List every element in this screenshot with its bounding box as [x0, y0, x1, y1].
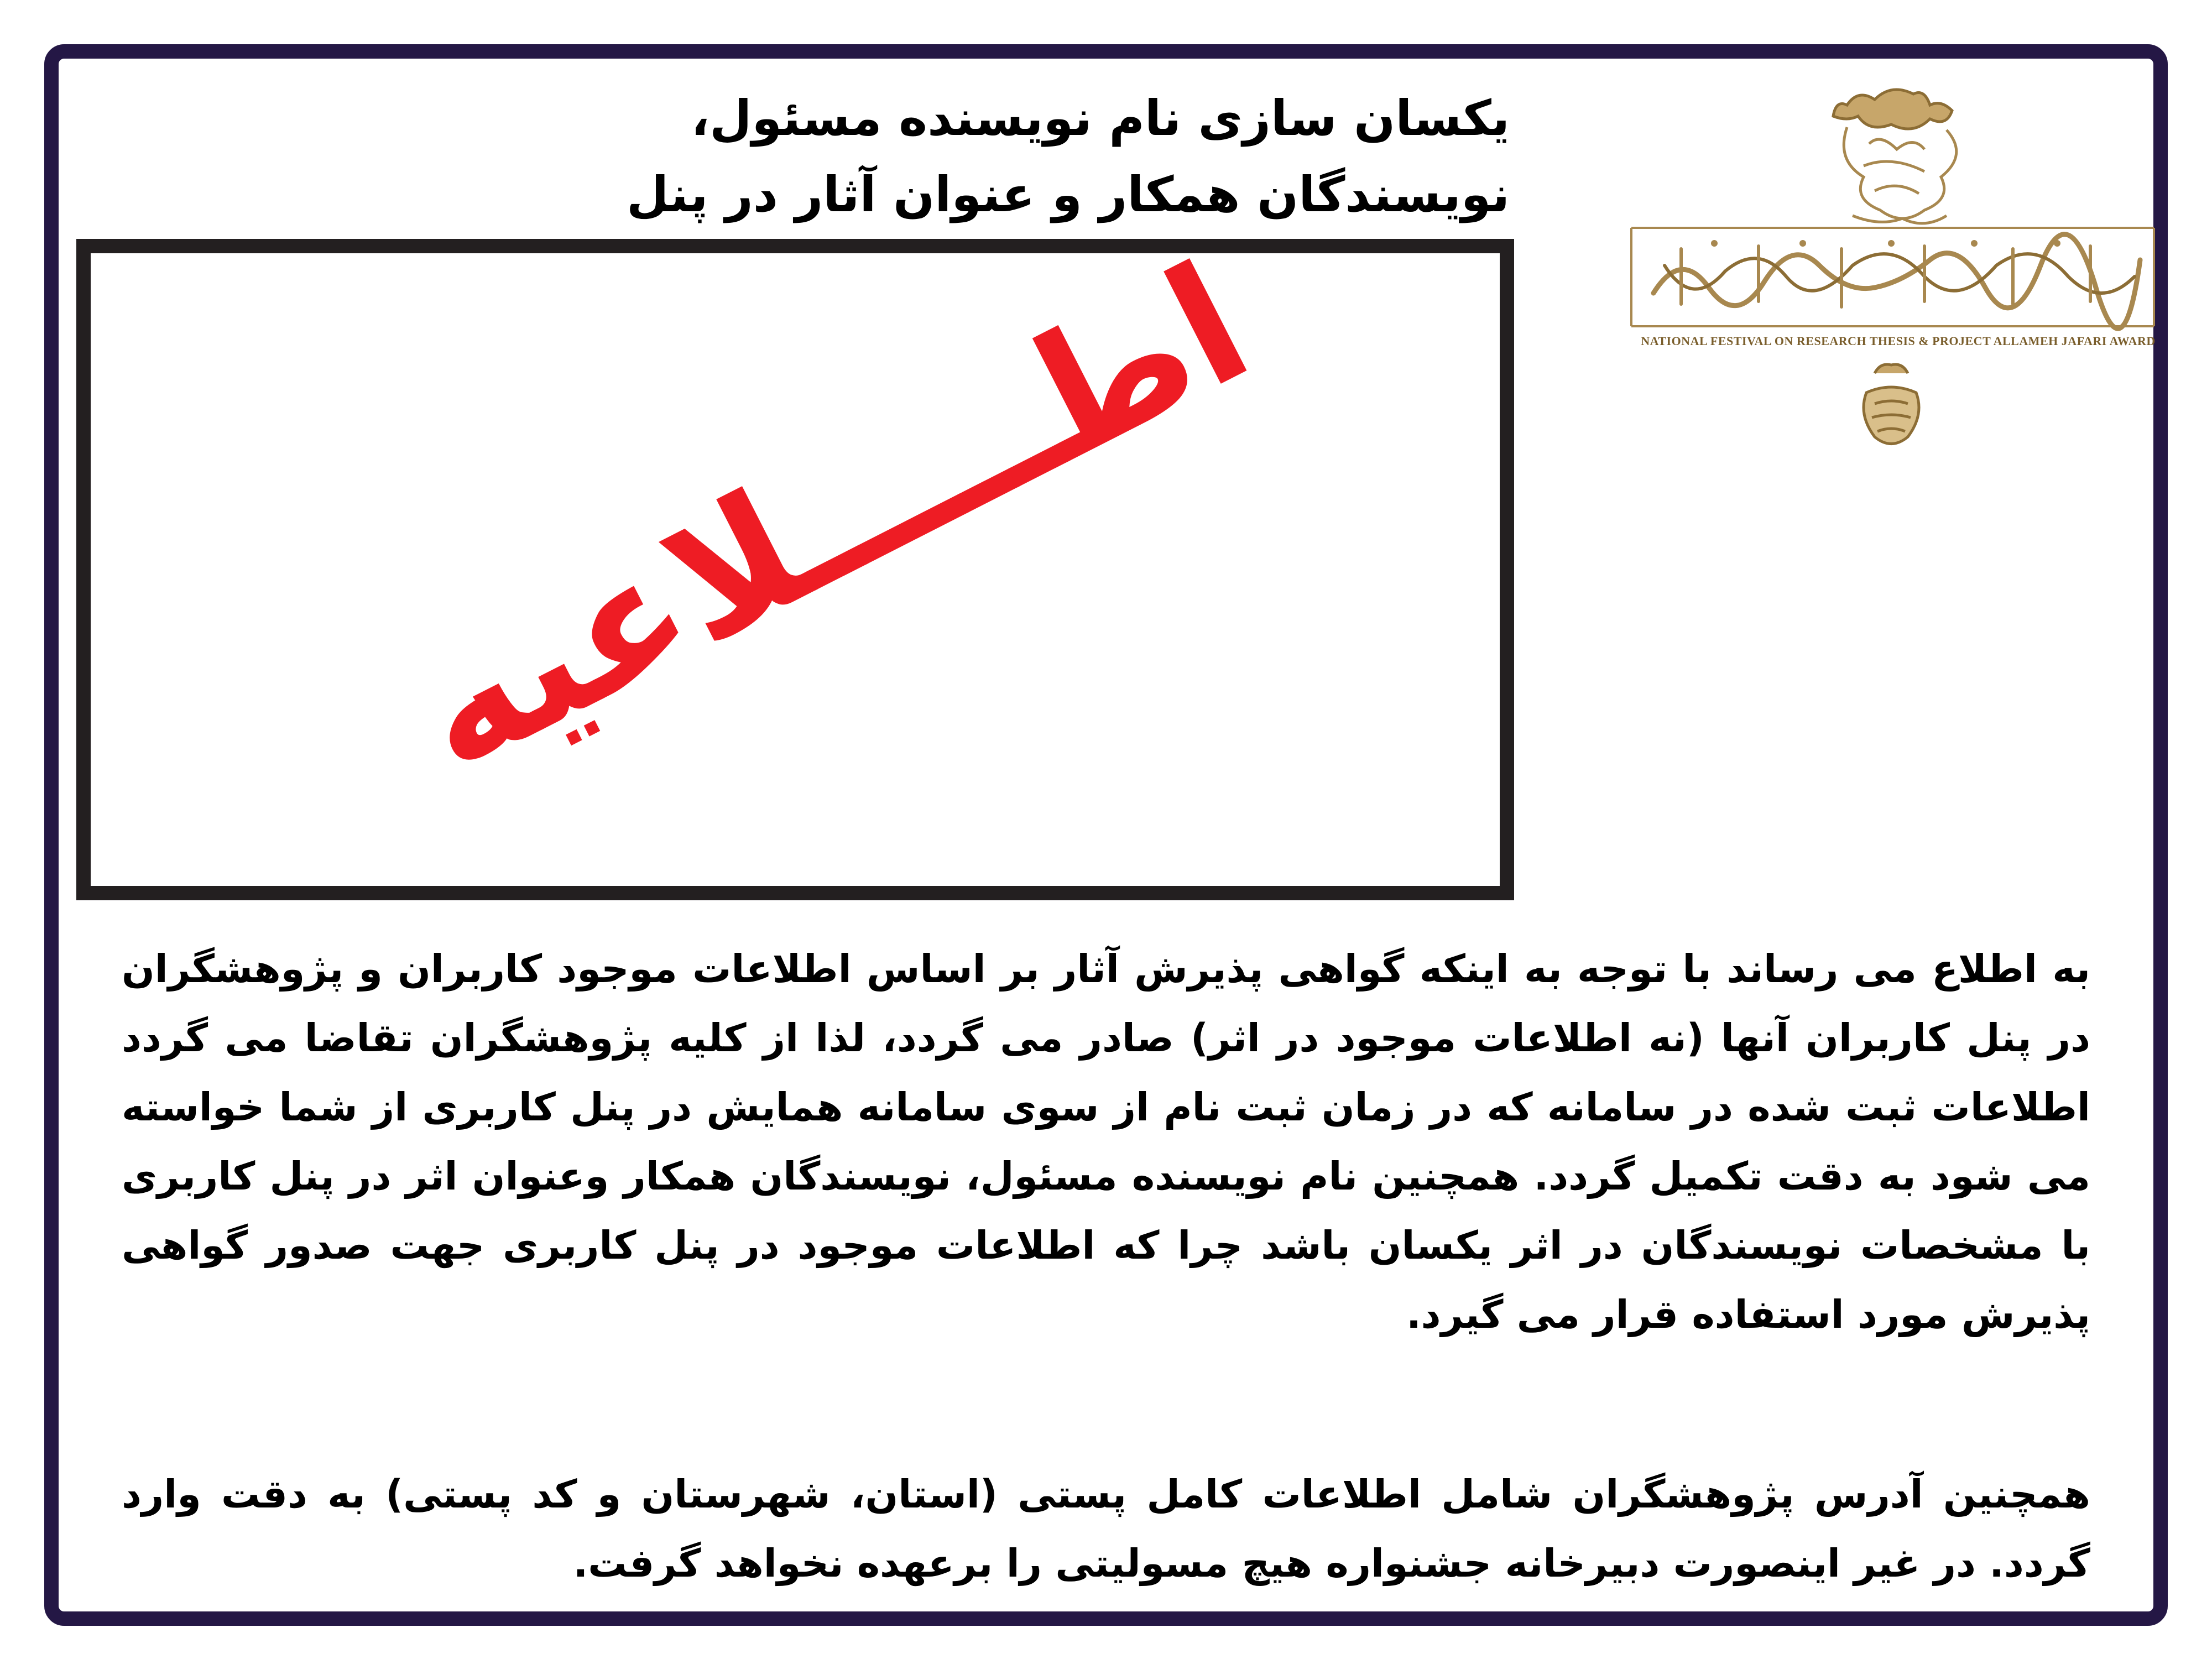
- logo-tagline: NATIONAL FESTIVAL ON RESEARCH THESIS & PROJECT ALLAMEH JAFARI AWARD: [1641, 334, 2156, 348]
- festival-logo: [1615, 83, 2168, 459]
- announcement-paragraph-1: به اطلاع می رساند با توجه به اینکه گواهی پذیرش آثار بر اساس اطلاعات موجود کاربران و پژوهشگران در پنل کاربران آنها (نه اطلاعات موجود در اثر) صادر می گردد، لذا از کلیه پژوهشگران تقاضا می گردد اطلاعات ثبت شده در سامانه که در زمان ثبت نام از سوی سامانه همایش در پنل کاربری از شما خواسته می شود به دقت تکمیل گردد. همچنین نام نویسنده مسئول، نویسندگان همکار وعنوان اثر در پنل کاربری با مشخصات نویسندگان در اثر یکسان باشد چرا که اطلاعات موجود در پنل کاربری جهت صدور گواهی پذیرش مورد استفاده قرار می گیرد.: [122, 946, 2090, 1337]
- notice-heading: اطـــــلاعیه: [383, 227, 1277, 810]
- page-title: یکسان سازی نام نویسنده مسئول، نویسندگان همکار و عنوان آثار در پنل: [626, 90, 1510, 223]
- emblem-top-icon: [1833, 90, 1957, 223]
- ornament-bottom-icon: [1864, 364, 1919, 444]
- notice-box: [76, 227, 1514, 900]
- calligraphy-band-icon: [1631, 228, 2154, 328]
- announcement-paragraph-2: همچنین آدرس پژوهشگران شامل اطلاعات کامل پستی (استان، شهرستان و کد پستی) به دقت وارد گردد. در غیر اینصورت دبیرخانه جشنواره هیچ مسولیتی را برعهده نخواهد گرفت.: [122, 1472, 2090, 1586]
